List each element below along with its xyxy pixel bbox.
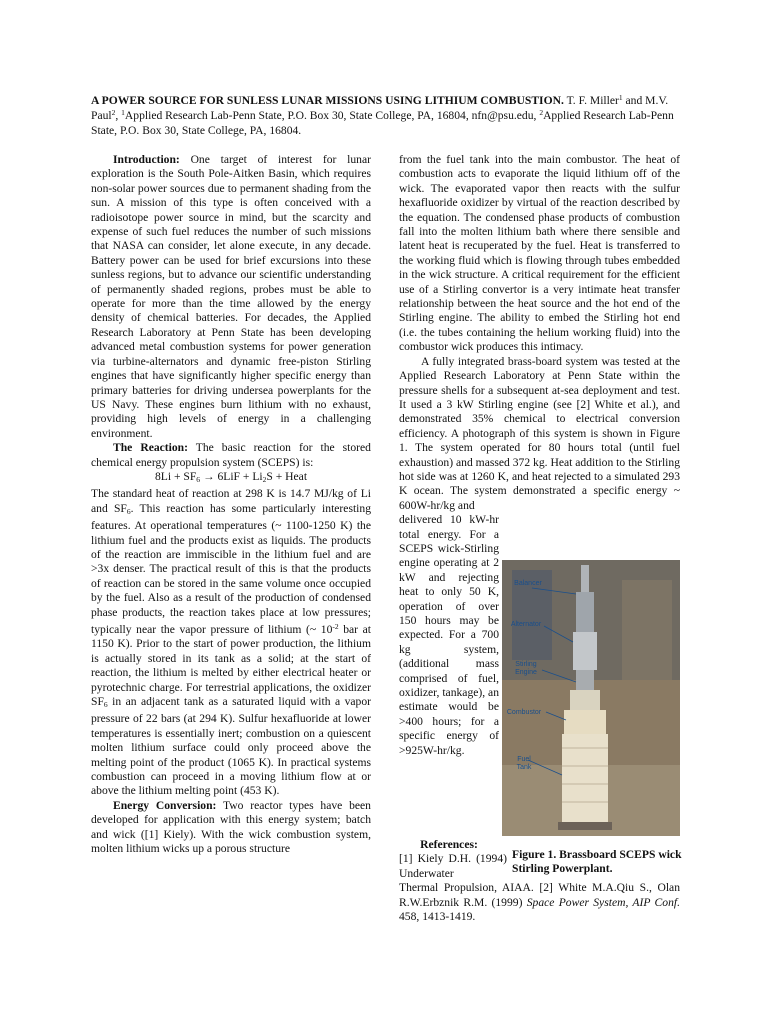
- reference-1-rest: Thermal Propulsion, AIAA. [2] White M.A.Qiu S., Olan R.W.Erbznik R.M. (1999): [399, 881, 680, 909]
- author-2-sup: 2: [111, 108, 116, 117]
- reaction-body-a-sub: 6: [126, 506, 131, 516]
- reaction-body-c: bar at 1150 K). Prior to the start of power production, the lithium is actually stored in its tank as a solid; at the start of reaction, the lithium is melted by either electrical heater or pyrotechnic charge. For terrestrial applications, the oxidizer SF: [91, 623, 372, 709]
- reference-body: [399, 881, 680, 924]
- reaction-body-a: The standard heat of reaction at 298 K is 14.7 MJ/kg of Li and SF: [91, 487, 371, 515]
- energy-paragraph: [91, 799, 371, 857]
- references-heading: References:: [420, 838, 478, 851]
- eq-sub-a: 6: [196, 474, 201, 484]
- affiliation-2-sup: 2: [539, 108, 544, 117]
- affiliation-1: Applied Research Lab-Penn State, P.O. Box 30, State College, PA, 16804, nfn@psu.edu,: [124, 109, 537, 122]
- right-paragraph-3: delivered 10 kW-hr total energy. For a SCEPS wick-Stirling engine operating at 2 kW and rejecting heat to only 50 K, operation of over 150 hours may be expected. For a 700 kg system, (additional mass comprised of fuel, oxidizer, tankage), an estimate would be >400 hours; for a specific energy of >925W-hr/kg.: [399, 513, 499, 757]
- right-paragraph-2: A fully integrated brass-board system was tested at the Applied Research Laboratory at Penn State within the pressure shells for a subsequent at-sea deployment and test. It used a 3 kW Stirling engine (see [2] White et al.), and demonstrated 35% chemical to electrical conversion efficiency. A photograph of this system is shown in Figure 1. The system operated for 80 hours total (until fuel exhaustion) and massed 372 kg. Heat addition to the Stirling hot side was at 1260 K, and heat rejected to a simulated 293 K ocean. The system demonstrated a specific energy ~ 600W-hr/kg and: [399, 354, 680, 512]
- reaction-heading: The Reaction:: [113, 441, 188, 455]
- left-column: [91, 153, 371, 857]
- eq-part-b: 6LiF + Li: [217, 469, 263, 483]
- figure-label-stirling-engine: Stirling Engine: [515, 661, 537, 676]
- reference-2-journal: Space Power System, AIP Conf.: [526, 895, 680, 909]
- references: [399, 838, 680, 924]
- figure-caption: Figure 1. Brassboard SCEPS wick Stirling Powerplant.: [512, 848, 682, 876]
- paper-title: A POWER SOURCE FOR SUNLESS LUNAR MISSIONS USING LITHIUM COMBUSTION.: [91, 94, 564, 107]
- intro-paragraph: [91, 153, 371, 441]
- figure-label-fuel-tank: Fuel Tank: [516, 756, 532, 771]
- figure-1: [502, 560, 680, 836]
- author-1: T. F. Miller: [566, 94, 619, 107]
- figure-label-alternator: Alternator: [510, 621, 542, 628]
- reaction-body-b-sup: -2: [332, 622, 339, 631]
- eq-arrow: →: [200, 469, 218, 483]
- reaction-body-d: in an adjacent tank as a saturated liquid with a vapor pressure of 22 bars (at 294 K). Sulfur hexafluoride at lower temperatures is essentially inert; combustion on a quiescent molten lithium surface could only proceed above the melting point of the product (1065 K). In practical systems combustion can proceed in a moving lithium flow at or above the lithium melting point (453 K).: [91, 695, 371, 798]
- intro-heading: Introduction:: [113, 153, 180, 166]
- energy-heading: Energy Conversion:: [113, 798, 217, 812]
- reaction-body-b: . This reaction has some particularly interesting features. At operational temperatures (~ 1100-1250 K) the lithium fuel and the products exist as liquids. The products of the reaction are immiscible in the lithium fuel and are >3x denser. The practical result of this is that the products of reaction can be stored in the same volume once occupied by the fuel. Also as a result of the production of condensed phase products, the reaction takes place at low pressures; typically near the vapor pressure of lithium (~ 10: [91, 501, 371, 636]
- right-paragraph-1: from the fuel tank into the main combustor. The heat of combustion acts to evaporate the liquid lithium off of the wick. The evaporated vapor then reacts with the sulfur hexafluoride oxidizer by virtual of the reaction described by the equation. The condensed phase products of combustion fall into the molten lithium bath where there sensible and latent heat is recuperated by the fuel. Heat is transferred to the working fluid which is flowing through tubes embedded in the wick structure. A critical requirement for the efficient use of a Stirling convertor is a very intimate heat transfer relationship between the heat source and the hot end of the Stirling engine. The ability to embed the Stirling hot end (i.e. the tubes containing the helium working fluid) into the combustor wick produces this intimacy.: [399, 153, 680, 354]
- reaction-paragraph: [91, 441, 371, 470]
- eq-part-c: S + Heat: [266, 469, 308, 483]
- paper-header: A POWER SOURCE FOR SUNLESS LUNAR MISSIONS USING LITHIUM COMBUSTION. T. F. Miller$^1$ and M.V. Paul$^2$, $^1$Applied Research Lab-Penn State, P.O. Box 30, State College, PA, 16804, nfn@psu.edu, $^2$Applied Research Lab-Penn State, P.O. Box 30, State College, PA, 16804.: [91, 93, 674, 137]
- eq-sub-b: 2: [262, 474, 267, 484]
- figure-label-combustor: Combustor: [506, 709, 542, 716]
- reference-1-start: [1] Kiely D.H. (1994) Underwater: [399, 852, 507, 880]
- energy-text: Two reactor types have been developed for application with this energy system; batch and wick ([1] Kiely). With the wick combustion system, molten lithium wicks up a porous structure: [91, 798, 371, 856]
- reference-2-end: 458, 1413-1419.: [399, 910, 476, 924]
- author-1-sup: 1: [618, 93, 623, 102]
- affiliation-1-sup: 1: [121, 108, 125, 117]
- eq-part-a: 8Li + SF: [154, 469, 197, 483]
- reaction-body: [91, 487, 371, 799]
- intro-text: One target of interest for lunar exploration is the South Pole-Aitken Basin, which requires non-solar power sources due to permanent shading from the sun. A mission of this type is often conceived with a radioisotope power source in mind, but the scarcity and expense of such fuel reduces the number of such missions that NASA can consider, let alone execute, in any decade. Battery power can be used for brief excursions into these sunless regions, but to advance our scientific understanding of permanently shaded regions, probes must be able to operate for more than the time allowed by the energy density of chemical batteries. For decades, the Applied Research Laboratory at Penn State has been developing advanced metal combustion systems for power generation via turbine-alternators and dynamic free-piston Stirling engines that have significantly higher specific energy than primary batteries for driving undersea powerplants for the US Navy. These engines burn lithium with no exhaust, providing high levels of energy in a challenging environment.: [91, 153, 371, 440]
- reaction-equation: [91, 470, 371, 487]
- figure-label-balancer: Balancer: [514, 580, 542, 587]
- reaction-text: The basic reaction for the stored chemical energy propulsion system (SCEPS) is:: [91, 441, 371, 469]
- affiliation-2: Applied Research Lab-Penn State, P.O. Box 30, State College, PA, 16804.: [91, 109, 674, 137]
- reaction-body-c-sub: 6: [103, 700, 108, 710]
- powerplant-photo: [502, 560, 680, 836]
- author-2: and M.V. Paul: [91, 94, 669, 122]
